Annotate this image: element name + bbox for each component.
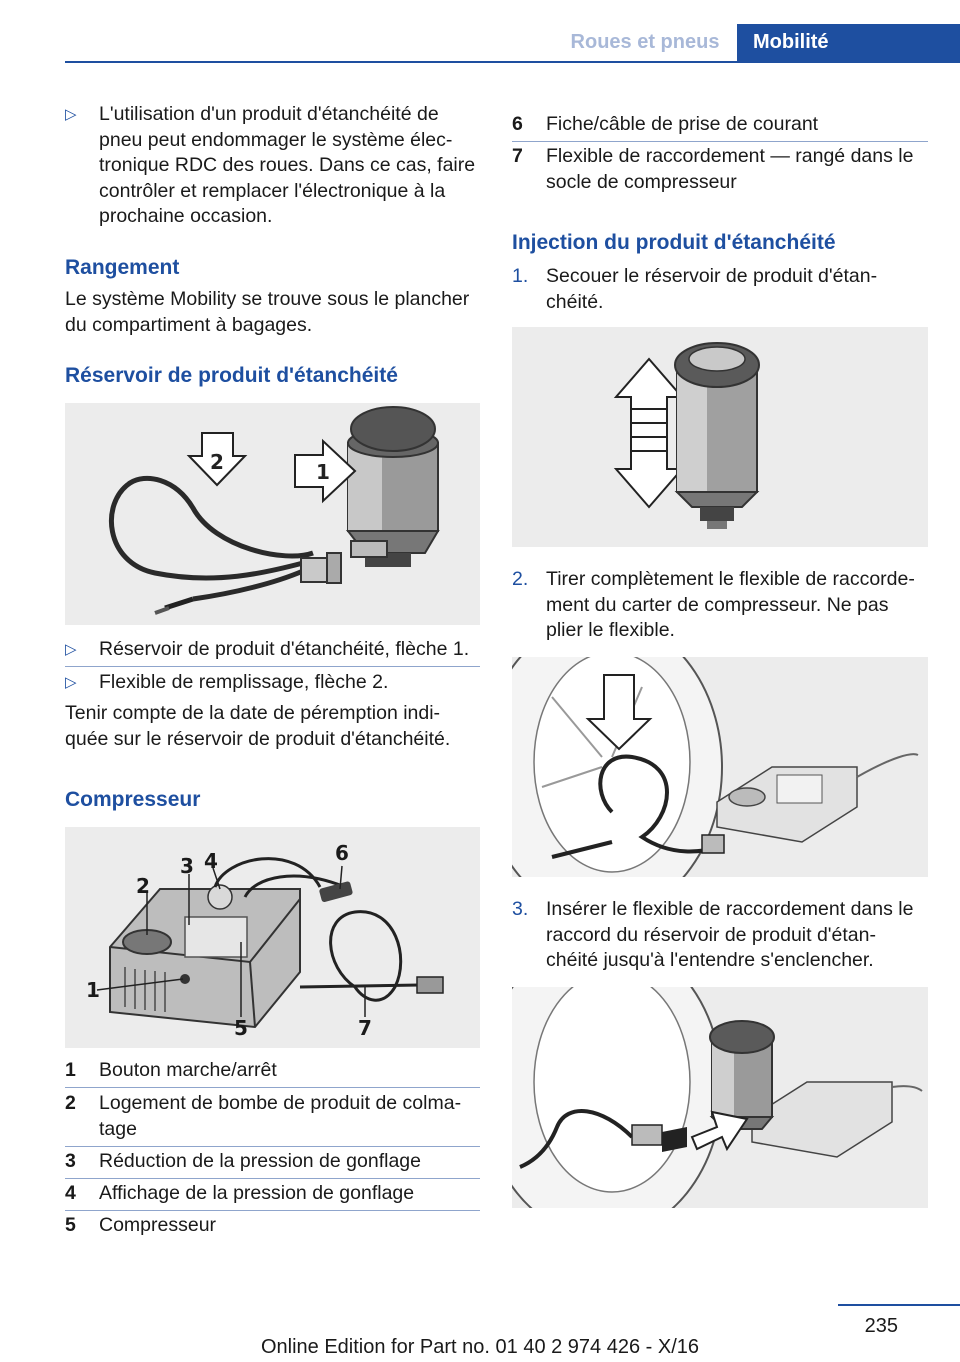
legend-number: 1 [65,1059,76,1081]
rangement-body-line: Le système Mobility se trouve sous le plancher [65,288,470,310]
section-title-rangement: Rangement [65,256,180,279]
figure-label: 3 [180,854,194,878]
bullet-rdc-line: prochaine occasion. [99,205,273,227]
legend-number: 3 [65,1150,76,1172]
step-text: ment du carter de compresseur. Ne pas [546,593,889,616]
step-number: 3. [512,898,529,920]
legend-text: Réduction de la pression de gonflage [99,1150,421,1172]
page-number: 235 [864,1315,898,1337]
legend-text: Affichage de la pression de gonflage [99,1182,415,1204]
figure-compressor [65,827,480,1048]
step-text: chéité jusqu'à l'entendre s'enclencher. [546,949,874,971]
figure-label: 2 [136,874,150,898]
figure-pull-hose [512,657,928,877]
header-tab-section[interactable]: Roues et pneus [570,31,720,53]
step-text: plier le flexible. [546,619,675,641]
figure-label: 2 [210,450,224,474]
figure-shake-reservoir [512,327,928,547]
bullet-marker: ▷ [65,106,77,123]
bullet-marker: ▷ [65,641,77,658]
legend-separator [65,1178,480,1179]
reservoir-note-line: quée sur le réservoir de produit d'étanchéité. [65,727,451,750]
bullet-rdc-line: tronique RDC des roues. Dans ce cas, faire [99,154,476,176]
bullet-rdc-line: L'utilisation d'un produit d'étanchéité de [99,103,439,125]
bullet-rdc-line: pneu peut endommager le système élec- [99,128,453,151]
legend-number: 7 [512,145,523,167]
step-text: chéité. [546,290,604,313]
figure-label: 1 [86,978,100,1002]
legend-number: 5 [65,1214,76,1236]
section-title-compresseur: Compresseur [65,788,201,811]
legend-number: 6 [512,113,523,135]
legend-separator [512,141,928,142]
section-title-reservoir: Réservoir de produit d'étanchéité [65,364,398,387]
legend-text: Bouton marche/arrêt [99,1059,277,1081]
legend-text: tage [99,1117,137,1140]
page-number-rule [838,1304,960,1306]
step-text: Tirer complètement le flexible de raccorde- [546,568,915,590]
header-rule [65,61,960,63]
legend-text: Flexible de raccordement — rangé dans le [546,145,914,167]
legend-text: socle de compresseur [546,170,737,193]
step-number: 1. [512,265,529,287]
reservoir-bullet: Réservoir de produit d'étanchéité, flèche 1. [99,638,470,660]
section-title-injection: Injection du produit d'étanchéité [512,231,836,254]
figure-insert-hose [512,987,928,1208]
figure-label: 1 [316,460,330,484]
rangement-body-line: du compartiment à bagages. [65,313,313,336]
bullet-rdc-line: contrôler et remplacer l'électronique à la [99,179,446,202]
legend-text: Compresseur [99,1214,217,1236]
legend-separator [65,1210,480,1211]
figure-label: 7 [358,1016,372,1040]
step-text: Secouer le réservoir de produit d'étan- [546,265,878,287]
legend-number: 2 [65,1092,76,1114]
legend-separator [65,1146,480,1147]
figure-label: 5 [234,1016,248,1040]
bullet-separator [65,666,480,667]
step-text: raccord du réservoir de produit d'étan- [546,923,876,946]
legend-number: 4 [65,1182,76,1204]
reservoir-bullet: Flexible de remplissage, flèche 2. [99,671,389,693]
legend-text: Logement de bombe de produit de colma- [99,1092,462,1114]
legend-separator [65,1087,480,1088]
legend-text: Fiche/câble de prise de courant [546,113,819,135]
step-number: 2. [512,568,529,590]
footer-edition: Online Edition for Part no. 01 40 2 974 426 - X/16 [260,1336,700,1358]
reservoir-note-line: Tenir compte de la date de péremption indi- [65,702,441,724]
bullet-marker: ▷ [65,674,77,691]
figure-label: 4 [204,849,218,873]
figure-label: 6 [335,841,349,865]
header-tab-active[interactable]: Mobilité [737,24,960,61]
step-text: Insérer le flexible de raccordement dans le [546,898,914,920]
figure-reservoir [65,403,480,625]
